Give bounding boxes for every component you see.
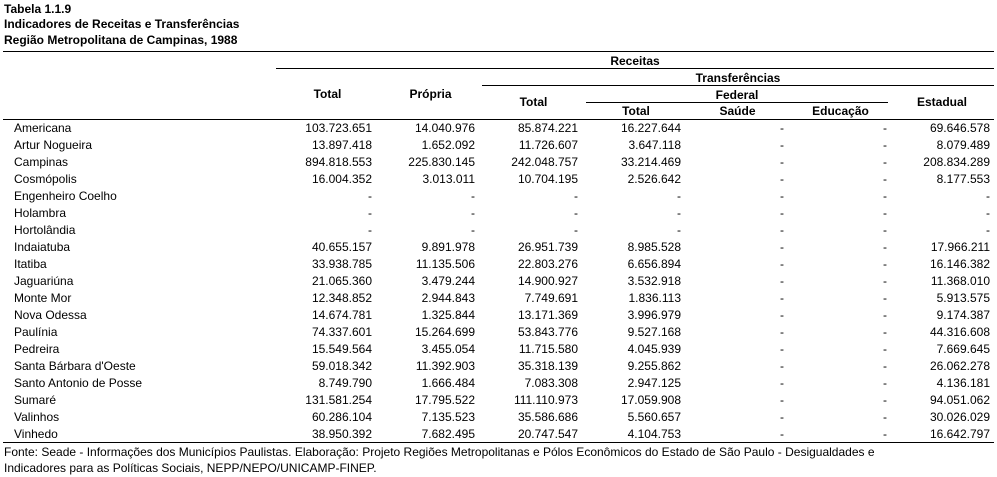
- cell-educacao: -: [883, 172, 887, 186]
- cell-total: -: [368, 206, 372, 220]
- cell-estadual: 5.913.575: [936, 291, 990, 305]
- cell-name: Sumaré: [14, 393, 57, 407]
- cell-propria: 9.891.978: [421, 240, 475, 254]
- cell-transf-total: 13.171.369: [517, 308, 578, 322]
- source-line-1: Fonte: Seade - Informações dos Municípios Paulistas. Elaboração: Projeto Regiões Metropolitanas e Pólos Econômicos do Estado de São Paulo - Desigualdades e: [4, 445, 875, 459]
- cell-propria: -: [471, 223, 475, 237]
- cell-fed-total: 3.647.118: [628, 138, 681, 152]
- header-federal-total: Total: [622, 104, 650, 118]
- cell-propria: 11.392.903: [415, 359, 475, 373]
- header-educacao: Educação: [812, 104, 869, 118]
- cell-saude: -: [780, 308, 784, 322]
- cell-educacao: -: [883, 376, 887, 390]
- cell-educacao: -: [883, 291, 887, 305]
- cell-estadual: 7.669.645: [936, 342, 990, 356]
- cell-educacao: -: [883, 410, 887, 424]
- cell-transf-total: 242.048.757: [511, 155, 578, 169]
- table-subtitle: Região Metropolitana de Campinas, 1988: [4, 33, 238, 47]
- cell-propria: 1.325.844: [421, 308, 475, 322]
- cell-propria: 7.135.523: [421, 410, 475, 424]
- source-note: [4, 444, 994, 476]
- table-row: [0, 120, 997, 137]
- cell-fed-total: 16.227.644: [620, 121, 681, 135]
- cell-estadual: 16.642.797: [929, 427, 990, 441]
- cell-propria: 3.455.054: [421, 342, 475, 356]
- cell-saude: -: [780, 376, 784, 390]
- cell-total: 33.938.785: [311, 257, 372, 271]
- cell-total: 894.818.553: [305, 155, 372, 169]
- cell-educacao: -: [883, 121, 887, 135]
- cell-estadual: 94.051.062: [929, 393, 990, 407]
- cell-total: 15.549.564: [311, 342, 372, 356]
- cell-name: Santo Antonio de Posse: [14, 376, 143, 390]
- cell-total: -: [368, 189, 372, 203]
- cell-propria: 3.013.011: [422, 172, 475, 186]
- cell-educacao: -: [883, 206, 887, 220]
- table-row: [0, 171, 997, 188]
- cell-total: 59.018.342: [311, 359, 372, 373]
- cell-educacao: -: [883, 427, 887, 441]
- table-row: [0, 341, 997, 358]
- cell-estadual: 208.834.289: [923, 155, 990, 169]
- cell-name: Holambra: [14, 206, 67, 220]
- cell-saude: -: [780, 189, 784, 203]
- cell-propria: 11.135.506: [415, 257, 475, 271]
- cell-estadual: 44.316.608: [929, 325, 990, 339]
- cell-fed-total: 9.255.862: [627, 359, 681, 373]
- cell-total: 38.950.392: [311, 427, 372, 441]
- cell-estadual: 11.368.010: [930, 274, 990, 288]
- cell-transf-total: 20.747.547: [517, 427, 578, 441]
- cell-transf-total: 11.726.607: [518, 138, 578, 152]
- cell-estadual: 16.146.382: [929, 257, 990, 271]
- transferencias-underline: [482, 85, 994, 86]
- cell-estadual: 8.177.553: [936, 172, 990, 186]
- source-line-2: Indicadores para as Políticas Sociais, NEPP/NEPO/UNICAMP-FINEP.: [4, 461, 377, 475]
- cell-fed-total: 6.656.894: [627, 257, 681, 271]
- cell-estadual: 8.079.489: [936, 138, 990, 152]
- cell-total: 40.655.157: [311, 240, 372, 254]
- cell-name: Artur Nogueira: [14, 138, 93, 152]
- cell-propria: 2.944.843: [421, 291, 475, 305]
- cell-saude: -: [780, 359, 784, 373]
- cell-propria: 225.830.145: [408, 155, 475, 169]
- cell-transf-total: 10.704.195: [517, 172, 578, 186]
- cell-total: 103.723.651: [305, 121, 372, 135]
- cell-educacao: -: [883, 138, 887, 152]
- cell-educacao: -: [883, 223, 887, 237]
- cell-saude: -: [780, 342, 784, 356]
- cell-fed-total: 2.526.642: [627, 172, 681, 186]
- cell-estadual: 30.026.029: [929, 410, 990, 424]
- cell-propria: 7.682.495: [421, 427, 475, 441]
- header-total: Total: [313, 87, 342, 101]
- cell-fed-total: 9.527.168: [627, 325, 681, 339]
- cell-estadual: 9.174.387: [936, 308, 990, 322]
- cell-educacao: -: [883, 189, 887, 203]
- cell-name: Cosmópolis: [14, 172, 77, 186]
- cell-transf-total: 53.843.776: [517, 325, 578, 339]
- cell-saude: -: [780, 240, 784, 254]
- table-row: [0, 290, 997, 307]
- cell-name: Indaiatuba: [14, 240, 71, 254]
- cell-total: 74.337.601: [311, 325, 372, 339]
- cell-fed-total: 4.045.939: [627, 342, 681, 356]
- cell-name: Pedreira: [14, 342, 60, 356]
- cell-transf-total: 26.951.739: [517, 240, 578, 254]
- cell-fed-total: -: [677, 189, 681, 203]
- cell-name: Vinhedo: [14, 427, 58, 441]
- header-propria: Própria: [409, 87, 452, 101]
- table-row: [0, 154, 997, 171]
- cell-estadual: 4.136.181: [936, 376, 990, 390]
- cell-transf-total: 35.586.686: [517, 410, 578, 424]
- cell-estadual: 17.966.211: [930, 240, 990, 254]
- cell-propria: 1.652.092: [421, 138, 475, 152]
- cell-total: 8.749.790: [318, 376, 372, 390]
- cell-total: -: [368, 223, 372, 237]
- cell-educacao: -: [883, 393, 887, 407]
- cell-transf-total: 14.900.927: [517, 274, 578, 288]
- cell-fed-total: 3.996.979: [627, 308, 681, 322]
- table-row: [0, 239, 997, 256]
- cell-transf-total: -: [574, 206, 578, 220]
- cell-transf-total: 85.874.221: [517, 121, 578, 135]
- table-number: Tabela 1.1.9: [4, 2, 72, 16]
- cell-propria: 1.666.484: [421, 376, 475, 390]
- cell-saude: -: [780, 427, 784, 441]
- cell-fed-total: -: [677, 206, 681, 220]
- cell-total: 60.286.104: [311, 410, 372, 424]
- cell-propria: 17.795.522: [414, 393, 475, 407]
- cell-educacao: -: [883, 325, 887, 339]
- cell-saude: -: [780, 121, 784, 135]
- header-federal: Federal: [715, 88, 759, 102]
- cell-saude: -: [780, 291, 784, 305]
- federal-underline: [586, 102, 888, 103]
- cell-saude: -: [780, 274, 784, 288]
- cell-transf-total: 22.803.276: [517, 257, 578, 271]
- cell-fed-total: 17.059.908: [620, 393, 681, 407]
- cell-saude: -: [780, 393, 784, 407]
- cell-educacao: -: [883, 257, 887, 271]
- cell-saude: -: [780, 410, 784, 424]
- cell-propria: 14.040.976: [414, 121, 475, 135]
- table-row: [0, 256, 997, 273]
- cell-total: 16.004.352: [311, 172, 372, 186]
- table-row: [0, 205, 997, 222]
- cell-transf-total: -: [574, 189, 578, 203]
- cell-total: 21.065.360: [311, 274, 372, 288]
- cell-name: Santa Bárbara d'Oeste: [14, 359, 136, 373]
- cell-total: 131.581.254: [305, 393, 372, 407]
- cell-transf-total: -: [574, 223, 578, 237]
- cell-estadual: -: [986, 206, 990, 220]
- cell-name: Campinas: [14, 155, 69, 169]
- cell-name: Hortolândia: [14, 223, 76, 237]
- cell-educacao: -: [883, 240, 887, 254]
- cell-fed-total: 5.560.657: [627, 410, 681, 424]
- cell-transf-total: 7.749.691: [524, 291, 578, 305]
- cell-fed-total: -: [677, 223, 681, 237]
- cell-saude: -: [780, 138, 784, 152]
- cell-transf-total: 111.110.973: [513, 393, 578, 407]
- cell-name: Paulínia: [14, 325, 58, 339]
- cell-fed-total: 8.985.528: [627, 240, 681, 254]
- cell-fed-total: 4.104.753: [627, 427, 681, 441]
- cell-propria: 3.479.244: [421, 274, 475, 288]
- cell-name: Monte Mor: [14, 291, 72, 305]
- cell-estadual: -: [986, 189, 990, 203]
- header-estadual: Estadual: [916, 95, 967, 109]
- cell-fed-total: 3.532.918: [627, 274, 681, 288]
- cell-estadual: 26.062.278: [929, 359, 990, 373]
- cell-name: Nova Odessa: [14, 308, 87, 322]
- receitas-underline: [276, 68, 994, 69]
- cell-estadual: -: [986, 223, 990, 237]
- table-row: [0, 222, 997, 239]
- header-top-rule: [3, 51, 994, 52]
- cell-educacao: -: [883, 308, 887, 322]
- table-row: [0, 188, 997, 205]
- header-saude: Saúde: [719, 104, 756, 118]
- cell-saude: -: [780, 325, 784, 339]
- table-row: [0, 392, 997, 409]
- table-row: [0, 137, 997, 154]
- table-row: [0, 426, 997, 443]
- cell-name: Itatiba: [14, 257, 47, 271]
- cell-fed-total: 33.214.469: [620, 155, 681, 169]
- cell-educacao: -: [883, 155, 887, 169]
- table-row: [0, 307, 997, 324]
- cell-propria: 15.264.699: [414, 325, 475, 339]
- cell-name: Americana: [14, 121, 72, 135]
- cell-total: 14.674.781: [311, 308, 372, 322]
- table-row: [0, 375, 997, 392]
- table-row: [0, 409, 997, 426]
- cell-estadual: 69.646.578: [929, 121, 990, 135]
- cell-transf-total: 7.083.308: [524, 376, 578, 390]
- cell-saude: -: [780, 155, 784, 169]
- cell-name: Jaguariúna: [14, 274, 74, 288]
- cell-educacao: -: [883, 274, 887, 288]
- header-receitas: Receitas: [610, 54, 660, 68]
- header-transferencias: Transferências: [695, 71, 781, 85]
- table-row: [0, 273, 997, 290]
- cell-propria: -: [471, 206, 475, 220]
- table-title: Indicadores de Receitas e Transferências: [4, 17, 240, 31]
- header-transf-total: Total: [519, 95, 548, 109]
- cell-total: 13.897.418: [311, 138, 372, 152]
- cell-name: Engenheiro Coelho: [14, 189, 117, 203]
- cell-saude: -: [780, 172, 784, 186]
- cell-saude: -: [780, 223, 784, 237]
- cell-saude: -: [780, 257, 784, 271]
- cell-transf-total: 35.318.139: [517, 359, 578, 373]
- cell-name: Valinhos: [14, 410, 60, 424]
- cell-propria: -: [471, 189, 475, 203]
- cell-fed-total: 2.947.125: [627, 376, 681, 390]
- table-row: [0, 358, 997, 375]
- cell-transf-total: 11.715.580: [518, 342, 578, 356]
- cell-educacao: -: [883, 342, 887, 356]
- table-row: [0, 324, 997, 341]
- cell-saude: -: [780, 206, 784, 220]
- cell-fed-total: 1.836.113: [628, 291, 681, 305]
- cell-educacao: -: [883, 359, 887, 373]
- cell-total: 12.348.852: [311, 291, 372, 305]
